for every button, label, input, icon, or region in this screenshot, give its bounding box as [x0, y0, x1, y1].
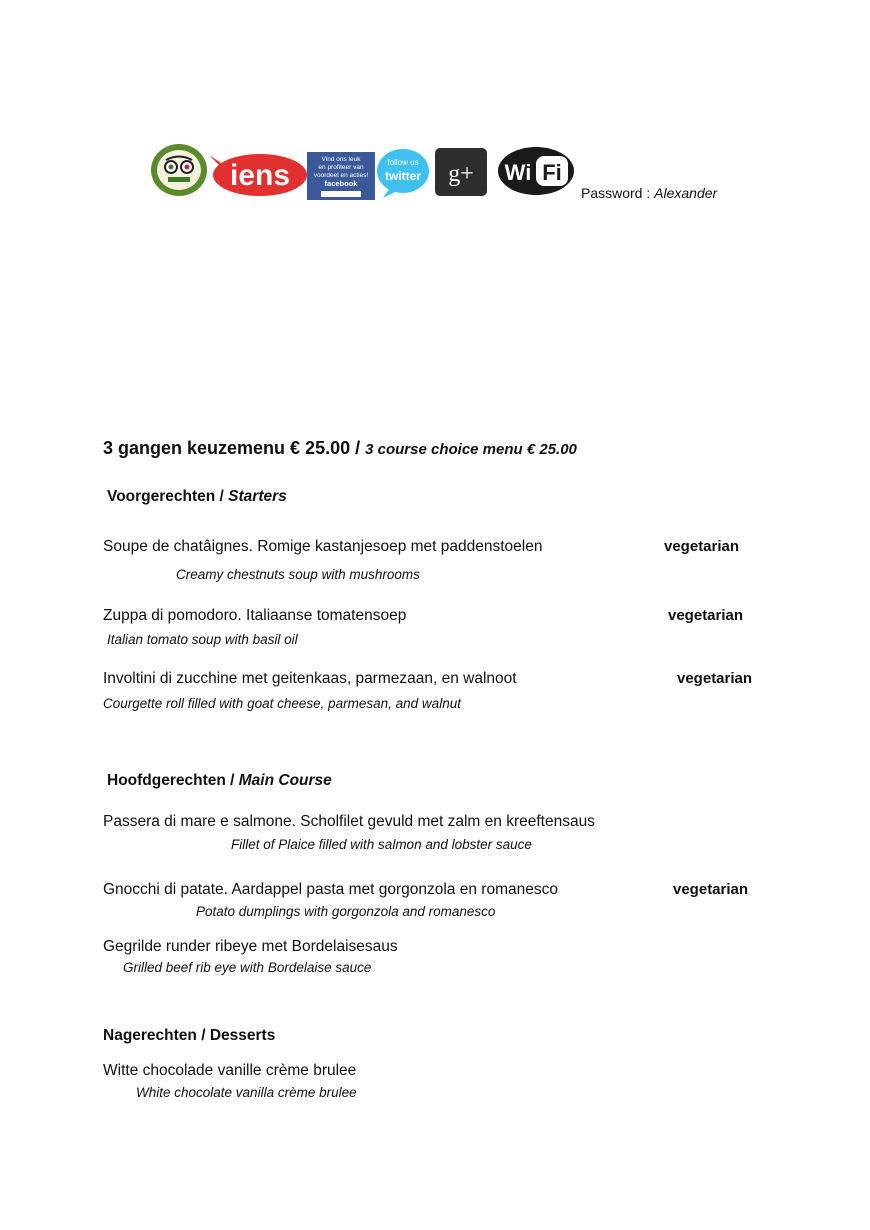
facebook-logo — [307, 152, 375, 200]
menu-item-nl: Zuppa di pomodoro. Italiaanse tomatensoep — [103, 607, 407, 624]
vegetarian-tag: vegetarian — [673, 881, 749, 898]
facebook-line-3: voordeel en acties! — [313, 172, 369, 179]
wifi-wi-text: Wi — [504, 160, 532, 185]
menu-item-nl: Witte chocolade vanille crème brulee — [103, 1062, 357, 1079]
iens-wordmark: iens — [229, 159, 291, 192]
section-title-en: Main Course — [238, 772, 332, 789]
menu-item-en: Courgette roll filled with goat cheese, parmesan, and walnut — [103, 696, 461, 711]
twitter-follow-text: follow us — [387, 158, 419, 167]
google-plus-text: g+ — [448, 161, 474, 187]
wifi-fi-text: Fi — [542, 160, 562, 185]
wifi-password — [581, 185, 717, 201]
menu-title-en: 3 course choice menu € 25.00 — [365, 441, 577, 458]
tripadvisor-logo — [150, 143, 208, 197]
menu-title-nl: 3 gangen keuzemenu € 25.00 / — [103, 438, 361, 458]
section-title-en: Desserts — [209, 1027, 276, 1044]
menu-title — [103, 438, 577, 459]
password-label: Password : — [581, 185, 651, 201]
vegetarian-tag: vegetarian — [668, 607, 744, 624]
menu-item-en: Italian tomato soup with basil oil — [107, 632, 298, 647]
section-title-nl: Nagerechten / — [103, 1027, 206, 1044]
menu-item-nl: Gegrilde runder ribeye met Bordelaisesaus — [103, 938, 398, 955]
menu-item-nl: Gnocchi di patate. Aardappel pasta met gorgonzola en romanesco — [103, 881, 558, 898]
facebook-line-1: Vind ons leuk — [321, 156, 361, 163]
menu-item-nl: Soupe de chatâignes. Romige kastanjesoep met paddenstoelen — [103, 538, 543, 555]
iens-logo — [208, 150, 308, 200]
menu-item-en: Creamy chestnuts soup with mushrooms — [176, 567, 420, 582]
vegetarian-tag: vegetarian — [677, 670, 753, 687]
section-starters-heading — [107, 488, 287, 506]
twitter-wordmark: twitter — [385, 169, 421, 183]
google-plus-logo — [435, 148, 487, 196]
menu-item-en: Grilled beef rib eye with Bordelaise sauce — [123, 960, 372, 975]
section-title-nl: Hoofdgerechten / — [107, 772, 235, 789]
facebook-line-4: facebook — [324, 179, 358, 188]
menu-item-nl: Involtini di zucchine met geitenkaas, parmezaan, en walnoot — [103, 670, 517, 687]
password-value: Alexander — [654, 185, 718, 201]
wifi-logo — [496, 142, 576, 200]
menu-item-en: Fillet of Plaice filled with salmon and lobster sauce — [231, 837, 532, 852]
section-title-nl: Voorgerechten / — [107, 488, 224, 505]
menu-item-en: White chocolate vanilla crème brulee — [136, 1085, 357, 1100]
menu-item-en: Potato dumplings with gorgonzola and romanesco — [196, 904, 496, 919]
facebook-line-2: en profiteer van — [318, 164, 364, 171]
section-desserts-heading — [103, 1027, 275, 1045]
vegetarian-tag: vegetarian — [664, 538, 740, 555]
section-title-en: Starters — [228, 488, 287, 505]
menu-item-nl: Passera di mare e salmone. Scholfilet gevuld met zalm en kreeftensaus — [103, 813, 595, 830]
twitter-logo — [375, 147, 431, 199]
section-main-heading — [107, 772, 332, 790]
